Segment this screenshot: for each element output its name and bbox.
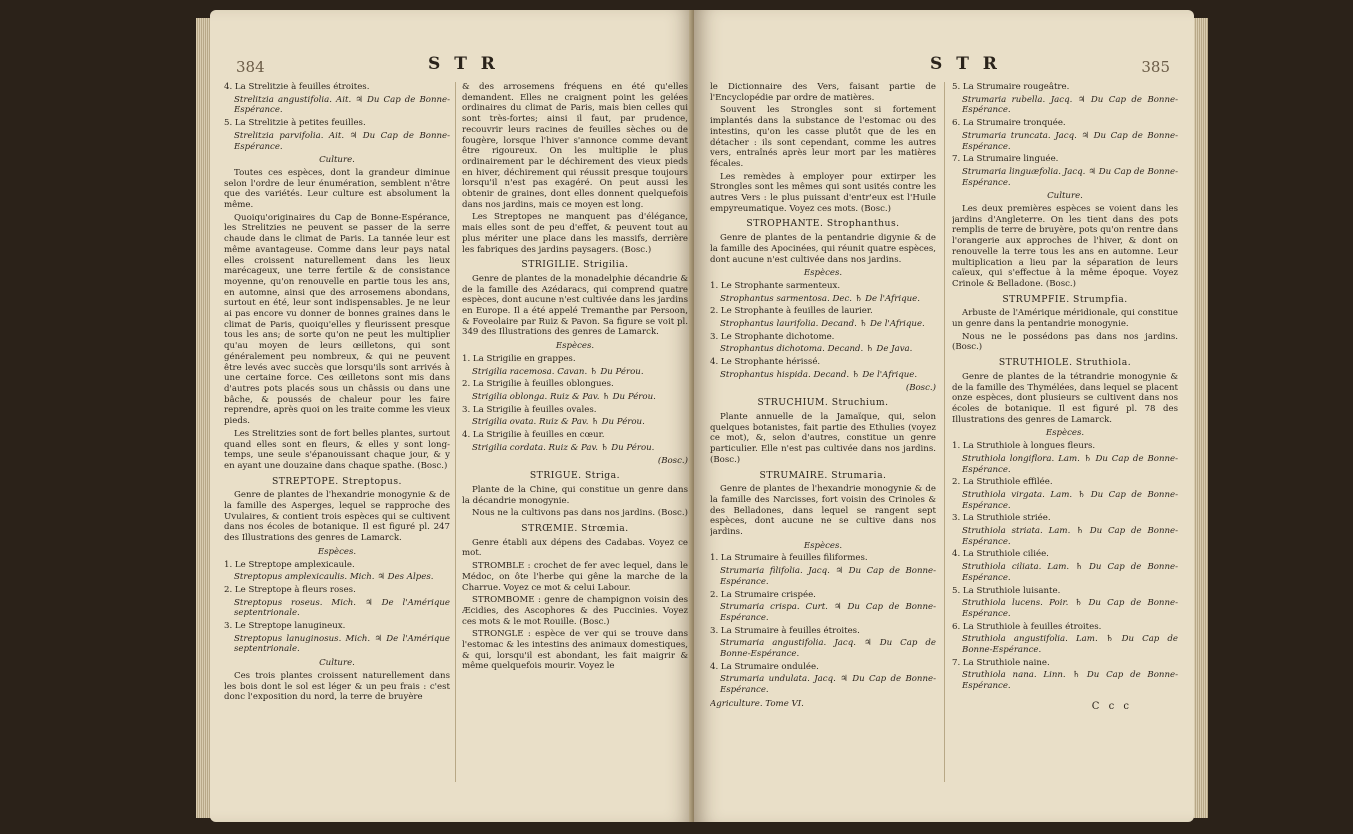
text-paragraph: Strigilia ovata. Ruiz & Pav. ♄ Du Pérou. (472, 417, 645, 428)
text-paragraph: 5. La Struthiole luisante. (952, 585, 1061, 596)
section-subheading: Espèces. (555, 341, 595, 352)
text-paragraph: STRONGLE : espèce de ver qui se trouve dans l'estomac & les intestins des animaux domestiques, & qui, lorsqu'il est abondant, les fait maigrir & même quelquefois mourir. Voyez le (462, 629, 688, 672)
text-paragraph: Genre de plantes de l'hexandrie monogynie & de la famille des Asperges, lequel se rapproche des Uvulaires, & contient trois espèces qui se cultivent dans nos écoles de botanique. Il est figuré pl. 247 des Illustrations des genres de Lamarck. (224, 490, 450, 544)
text-paragraph: Les Strelitzies sont de fort belles plantes, surtout quand elles sont en fleurs, & elles y sont long-temps, une seule s'épanouissant chaque jour, & y en ayant une douzaine dans chaque spathe. (Bosc.) (224, 428, 450, 471)
text-paragraph: Ces trois plantes croissent naturellement dans les bois dont le sol est léger & un peu frais : c'est donc l'exposition du nord, la terre de bruyère (224, 670, 450, 703)
entry-heading: STRUMPFIE. Strumpfia. (1002, 293, 1128, 305)
text-paragraph: 4. La Strigilie à feuilles en cœur. (462, 430, 605, 441)
right-column-rule (944, 82, 945, 782)
text-paragraph: Agriculture. Tome VI. (710, 698, 804, 709)
left-column-2 (462, 82, 688, 782)
text-paragraph: Genre établi aux dépens des Cadabas. Voyez ce mot. (462, 537, 688, 559)
text-paragraph: Strigilia racemosa. Cavan. ♄ Du Pérou. (472, 366, 644, 377)
text-paragraph: 1. Le Strophante sarmenteux. (710, 280, 841, 291)
text-paragraph: (Bosc.) (905, 382, 936, 393)
text-paragraph: 2. Le Streptope à fleurs roses. (224, 584, 356, 595)
entry-heading: STRUMAIRE. Strumaria. (759, 469, 887, 481)
text-paragraph: 5. La Strumaire rougeâtre. (952, 82, 1070, 92)
text-paragraph: Genre de plantes de la pentandrie digynie & de la famille des Apocinées, qui réunit quatre espèces, dont aucune n'est cultivée dans nos jardins. (710, 233, 936, 265)
text-paragraph: Les remèdes à employer pour extirper les Strongles sont les mêmes qui sont usités contre les autres Vers : le plus puissant d'entr'eux est l'Huile empyreumatique. Voyez ces mots. (Bosc.) (710, 171, 936, 214)
right-page-number: 385 (1141, 58, 1170, 76)
text-paragraph: 2. La Strumaire crispée. (710, 589, 816, 600)
text-paragraph: Struthiola lucens. Poir. ♄ Du Cap de Bonne-Espérance. (962, 598, 1178, 619)
text-paragraph: Struthiola longiflora. Lam. ♄ Du Cap de Bonne-Espérance. (962, 453, 1178, 475)
section-subheading: Culture. (319, 155, 355, 166)
text-paragraph: & des arrosemens fréquens en été qu'elles demandent. Elles ne craignent point les gelées ordinaires du climat de Paris, mais bien celles qui sont très-fortes; ainsi il faut, par prudence, recouvrir leurs racines de feuilles sèches ou de fougère, lorsque l'hiver s'annonce comme devant être rigoureux. On les multiplie le plus ordinairement par le déchirement des vieux pieds en hiver, déchirement qui réussit presque toujours lorsqu'il n'est pas exagéré. On peut aussi les obtenir de graines, dont elles donnent quelquefois dans nos jardins, mais ce moyen est long. (462, 82, 688, 210)
text-paragraph: Arbuste de l'Amérique méridionale, qui constitue un genre dans la pentandrie monogynie. (952, 308, 1178, 330)
text-paragraph: Genre de plantes de l'hexandrie monogynie & de la famille des Narcisses, fort voisin des Crinoles & des Belladones, dans lequel se rangent sept espèces, dont aucune ne se cultive dans nos jardins. (710, 484, 936, 538)
text-paragraph: 1. Le Streptope amplexicaule. (224, 559, 355, 570)
text-paragraph: 3. Le Streptope lanugineux. (224, 621, 346, 632)
text-paragraph: (Bosc.) (657, 455, 688, 466)
text-paragraph: 2. La Strigilie à feuilles oblongues. (462, 379, 614, 390)
text-paragraph: Strumaria undulata. Jacq. ♃ Du Cap de Bonne-Espérance. (720, 674, 936, 696)
entry-heading: STRUTHIOLE. Struthiola. (998, 357, 1132, 369)
text-paragraph: 4. La Strelitzie à feuilles étroites. (224, 82, 370, 92)
text-paragraph: Strumaria rubella. Jacq. ♃ Du Cap de Bonne-Espérance. (962, 94, 1178, 116)
right-page-edge (1192, 18, 1208, 818)
text-paragraph: Struthiola virgata. Lam. ♄ Du Cap de Bonne-Espérance. (962, 489, 1178, 511)
left-running-head: S T R (428, 54, 499, 74)
left-column-rule (455, 82, 456, 782)
text-paragraph: 3. La Strumaire à feuilles étroites. (710, 625, 860, 636)
text-paragraph: Strumaria linguæfolia. Jacq. ♃ Du Cap de Bonne-Espérance. (962, 166, 1178, 188)
text-paragraph: Struthiola angustifolia. Lam. ♄ Du Cap de Bonne-Espérance. (962, 634, 1178, 656)
text-paragraph: Nous ne le possédons pas dans nos jardins. (Bosc.) (952, 331, 1178, 353)
section-subheading: Culture. (1047, 191, 1083, 202)
text-paragraph: Strumaria crispa. Curt. ♃ Du Cap de Bonne-Espérance. (720, 602, 936, 623)
text-paragraph: Strophantus sarmentosa. Dec. ♄ De l'Afrique. (720, 293, 920, 304)
section-subheading: Espèces. (803, 540, 843, 551)
text-paragraph: le Dictionnaire des Vers, faisant partie de l'Encyclopédie par ordre de matières. (710, 82, 936, 103)
text-paragraph: STROMBOME : genre de champignon voisin des Æcidies, des Ascophores & des Puccinies. Voyez ces mots & le mot Rouille. (Bosc.) (462, 595, 688, 627)
text-paragraph: Streptopus amplexicaulis. Mich. ♃ Des Alpes. (234, 572, 434, 583)
section-subheading: Espèces. (803, 268, 843, 279)
text-paragraph: Struthiola ciliata. Lam. ♄ Du Cap de Bonne-Espérance. (962, 562, 1178, 583)
entry-heading: STROPHANTE. Strophanthus. (746, 218, 900, 230)
text-paragraph: 1. La Struthiole à longues fleurs. (952, 441, 1096, 452)
left-column-1 (224, 82, 450, 782)
text-paragraph: Strigilia oblonga. Ruiz & Pav. ♄ Du Pérou. (472, 391, 656, 402)
section-subheading: Espèces. (1045, 428, 1085, 439)
entry-heading: STRŒMIE. Strœmia. (521, 523, 629, 535)
text-paragraph: Genre de plantes de la tétrandrie monogynie & de la famille des Thymélées, dans lequel se placent onze espèces, dont plusieurs se cultivent dans nos écoles de botanique. Il est figuré pl. 78 des Illustrations des genres de Lamarck. (952, 371, 1178, 425)
section-subheading: Culture. (319, 658, 355, 669)
text-paragraph: Strumaria angustifolia. Jacq. ♃ Du Cap de Bonne-Espérance. (720, 638, 936, 660)
text-paragraph: Struthiola nana. Linn. ♄ Du Cap de Bonne-Espérance. (962, 670, 1178, 692)
section-subheading: Espèces. (317, 546, 357, 557)
right-running-head: S T R (930, 54, 1001, 74)
text-paragraph: Plante annuelle de la Jamaïque, qui, selon quelques botanistes, fait partie des Ethulies (voyez ce mot), &, selon d'autres, constitue un genre particulier. Elle n'est pas cultivée dans nos jardins. (Bosc.) (710, 411, 936, 465)
text-paragraph: Strophantus dichotoma. Decand. ♄ De Java. (720, 344, 913, 355)
text-paragraph: 5. La Strelitzie à petites feuilles. (224, 118, 366, 129)
text-paragraph: Souvent les Strongles sont si fortement implantés dans la substance de l'estomac ou des intestins, qu'on les casse plutôt que de les en détacher : ils sont cependant, comme les autres vers, entraînés après leur mort par les matières fécales. (710, 105, 936, 169)
right-column-2 (952, 82, 1178, 732)
signature-mark: C c c (1091, 701, 1132, 712)
text-paragraph: Plante de la Chine, qui constitue un genre dans la décandrie monogynie. (462, 484, 688, 506)
text-paragraph: 6. La Struthiole à feuilles étroites. (952, 621, 1102, 632)
text-paragraph: 2. Le Strophante à feuilles de laurier. (710, 306, 873, 317)
entry-heading: STRIGILIE. Strigilia. (521, 259, 629, 271)
text-paragraph: 7. La Struthiole naine. (952, 657, 1050, 668)
text-paragraph: Strumaria truncata. Jacq. ♃ Du Cap de Bonne-Espérance. (962, 130, 1178, 152)
text-paragraph: Streptopus lanuginosus. Mich. ♃ De l'Amérique septentrionale. (234, 633, 450, 655)
text-paragraph: 1. La Strigilie en grappes. (462, 353, 576, 364)
text-paragraph: 7. La Strumaire linguée. (952, 154, 1059, 165)
text-paragraph: Strophantus hispida. Decand. ♄ De l'Afrique. (720, 369, 918, 380)
text-paragraph: Nous ne la cultivons pas dans nos jardins. (Bosc.) (472, 508, 688, 519)
right-page (694, 10, 1194, 822)
text-paragraph: 2. La Struthiole effilée. (952, 477, 1053, 488)
text-paragraph: Struthiola striata. Lam. ♄ Du Cap de Bonne-Espérance. (962, 526, 1178, 547)
text-paragraph: Strophantus laurifolia. Decand. ♄ De l'Afrique. (720, 319, 925, 330)
text-paragraph: 3. La Struthiole striée. (952, 513, 1051, 524)
entry-heading: STRIGUE. Striga. (529, 470, 621, 482)
left-page-number: 384 (236, 58, 265, 76)
left-page (210, 10, 694, 822)
text-paragraph: 4. Le Strophante hérissé. (710, 357, 821, 368)
text-paragraph: 4. La Struthiole ciliée. (952, 549, 1049, 560)
text-paragraph: 3. Le Strophante dichotome. (710, 331, 835, 342)
text-paragraph: 3. La Strigilie à feuilles ovales. (462, 404, 597, 415)
text-paragraph: 4. La Strumaire ondulée. (710, 661, 819, 672)
entry-heading: STREPTOPE. Streptopus. (272, 475, 402, 487)
text-paragraph: Strelitzia angustifolia. Ait. ♃ Du Cap de Bonne-Espérance. (234, 94, 450, 116)
text-paragraph: Streptopus roseus. Mich. ♃ De l'Amérique septentrionale. (234, 597, 450, 619)
text-paragraph: Strigilia cordata. Ruiz & Pav. ♄ Du Pérou. (472, 442, 655, 453)
text-paragraph: STROMBLE : crochet de fer avec lequel, dans le Médoc, on ôte l'herbe qui gêne la marche de la Charrue. Voyez ce mot & celui Labour. (462, 561, 688, 593)
right-column-1 (710, 82, 936, 782)
text-paragraph: Genre de plantes de la monadelphie décandrie & de la famille des Azédaracs, qui comprend quatre espèces, dont aucune n'est cultivée dans les jardins en Europe. Il a été appelé Tremanthe par Persoon, & Foveolaire par Ruiz & Pavon. Sa figure se voit pl. 349 des Illustrations des genres de Lamarck. (462, 273, 688, 338)
entry-heading: STRUCHIUM. Struchium. (757, 397, 889, 409)
text-paragraph: Les Streptopes ne manquent pas d'élégance, mais elles sont de peu d'effet, & peuvent tout au plus mériter une place dans les massifs, derrière les fabriques des jardins paysagers. (Bosc.) (462, 212, 688, 255)
text-paragraph: Quoiqu'originaires du Cap de Bonne-Espérance, les Strelitzies ne peuvent se passer de la serre chaude dans le climat de Paris. La tannée leur est même avantageuse. Comme dans leur pays natal elles croissent naturellement dans les lieux marécageux, une terre fertile & de consistance moyenne, qu'on renouvelle en partie tous les ans, en automne, ainsi que des arrosemens abondans, surtout en été, leur sont indispensables. Je ne leur ai pas encore vu donner de bonnes graines dans le climat de Paris, quoiqu'elles y fleurissent presque tous les ans; de sorte qu'on ne peut les multiplier qu'au moyen de leurs œilletons, qui sont généralement peu nombreux, & qui ne peuvent être levés avec succès que lorsqu'ils sont arrivés à une certaine force. Ces œilletons sont mis dans d'autres pots placés sous un châssis ou dans une bâche, & poussés de chaleur pour les faire reprendre, après quoi on les traite comme les vieux pieds. (224, 212, 450, 427)
text-paragraph: 1. La Strumaire à feuilles filiformes. (710, 553, 868, 564)
text-paragraph: Les deux premières espèces se voient dans les jardins d'Angleterre. On les tient dans des pots remplis de terre de bruyère, pots qu'on rentre dans l'orangerie aux approches de l'hiver, & dont on renouvelle la terre tous les ans en automne. Leur multiplication a lieu par la séparation de leurs caïeux, qui s'effectue à la même époque. Voyez Crinole & Belladone. (Bosc.) (952, 204, 1178, 289)
text-paragraph: Toutes ces espèces, dont la grandeur diminue selon l'ordre de leur énumération, semblent n'être que des variétés. Leur culture est absolument la même. (224, 167, 450, 211)
text-paragraph: Strumaria filifolia. Jacq. ♃ Du Cap de Bonne-Espérance. (720, 566, 936, 587)
text-paragraph: Strelitzia parvifolia. Ait. ♃ Du Cap de Bonne-Espérance. (234, 130, 450, 152)
text-paragraph: 6. La Strumaire tronquée. (952, 118, 1066, 129)
